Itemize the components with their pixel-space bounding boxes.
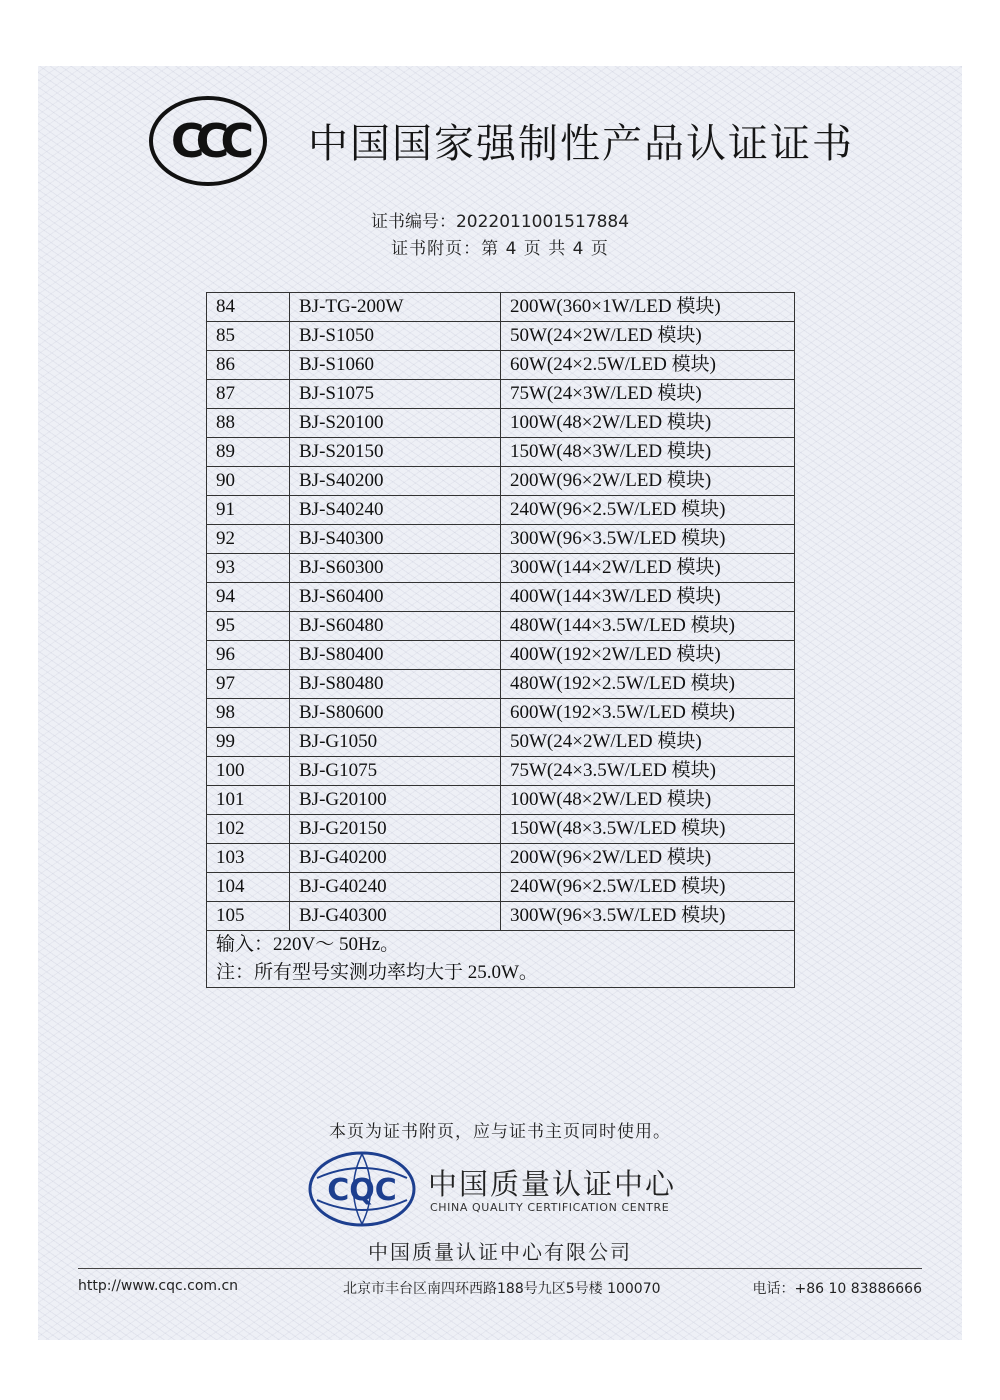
table-row — [207, 641, 795, 670]
table-row — [207, 757, 795, 786]
certificate-number: 证书编号：2022011001517884 — [370, 212, 630, 232]
cqc-name-chinese: 中国质量认证中心 — [428, 1167, 677, 1201]
row-number: 104 — [207, 873, 290, 902]
model-cell: BJ-S80480 — [290, 670, 501, 699]
spec-cell: 240W(96×2.5W/LED 模块) — [501, 873, 795, 902]
table-row — [207, 815, 795, 844]
row-number: 94 — [207, 583, 290, 612]
model-cell: BJ-S20100 — [290, 409, 501, 438]
model-cell: BJ-G1075 — [290, 757, 501, 786]
table-row — [207, 496, 795, 525]
table-row — [207, 699, 795, 728]
model-cell: BJ-G20150 — [290, 815, 501, 844]
spec-cell: 100W(48×2W/LED 模块) — [501, 786, 795, 815]
footer-url[interactable]: http://www.cqc.com.cn — [78, 1278, 239, 1294]
spec-cell: 150W(48×3W/LED 模块) — [501, 438, 795, 467]
model-cell: BJ-S40200 — [290, 467, 501, 496]
row-number: 92 — [207, 525, 290, 554]
row-number: 89 — [207, 438, 290, 467]
cqc-logo — [307, 1150, 417, 1228]
table-row — [207, 670, 795, 699]
model-cell: BJ-S1075 — [290, 380, 501, 409]
table-row — [207, 786, 795, 815]
row-number: 90 — [207, 467, 290, 496]
company-name: 中国质量认证中心有限公司 — [368, 1240, 632, 1264]
model-cell: BJ-G40200 — [290, 844, 501, 873]
model-cell: BJ-S1050 — [290, 322, 501, 351]
table-row — [207, 728, 795, 757]
spec-cell: 200W(96×2W/LED 模块) — [501, 844, 795, 873]
cqc-name-english: CHINA QUALITY CERTIFICATION CENTRE — [430, 1201, 670, 1214]
table-row — [207, 873, 795, 902]
page-usage-note: 本页为证书附页，应与证书主页同时使用。 — [329, 1122, 671, 1142]
footer-divider — [78, 1268, 922, 1269]
table-row — [207, 844, 795, 873]
spec-cell: 75W(24×3.5W/LED 模块) — [501, 757, 795, 786]
spec-cell: 100W(48×2W/LED 模块) — [501, 409, 795, 438]
row-number: 85 — [207, 322, 290, 351]
spec-cell: 75W(24×3W/LED 模块) — [501, 380, 795, 409]
table-row — [207, 583, 795, 612]
certificate-page-info: 证书附页：第 4 页 共 4 页 — [391, 239, 609, 259]
spec-cell: 600W(192×3.5W/LED 模块) — [501, 699, 795, 728]
spec-cell: 150W(48×3.5W/LED 模块) — [501, 815, 795, 844]
spec-cell: 300W(96×3.5W/LED 模块) — [501, 902, 795, 931]
certificate-title: 中国国家强制性产品认证证书 — [308, 121, 854, 167]
spec-cell: 60W(24×2.5W/LED 模块) — [501, 351, 795, 380]
spec-cell: 400W(192×2W/LED 模块) — [501, 641, 795, 670]
row-number: 93 — [207, 554, 290, 583]
model-cell: BJ-TG-200W — [290, 293, 501, 322]
table-row — [207, 380, 795, 409]
spec-cell: 480W(144×3.5W/LED 模块) — [501, 612, 795, 641]
model-cell: BJ-S40240 — [290, 496, 501, 525]
row-number: 100 — [207, 757, 290, 786]
table-row — [207, 902, 795, 931]
spec-cell: 240W(96×2.5W/LED 模块) — [501, 496, 795, 525]
note-cell — [207, 931, 795, 988]
model-cell: BJ-S60480 — [290, 612, 501, 641]
spec-cell: 400W(144×3W/LED 模块) — [501, 583, 795, 612]
table-row — [207, 409, 795, 438]
table-row — [207, 438, 795, 467]
row-number: 87 — [207, 380, 290, 409]
spec-cell: 300W(144×2W/LED 模块) — [501, 554, 795, 583]
model-cell: BJ-S60400 — [290, 583, 501, 612]
row-number: 102 — [207, 815, 290, 844]
table-row — [207, 612, 795, 641]
footer-phone: 电话：+86 10 83886666 — [752, 1281, 922, 1297]
model-cell: BJ-S80600 — [290, 699, 501, 728]
spec-cell: 200W(96×2W/LED 模块) — [501, 467, 795, 496]
remark-note: 注：所有型号实测功率均大于 25.0W。 — [216, 962, 538, 983]
input-note: 输入：220V～ 50Hz。 — [216, 934, 400, 955]
table-row — [207, 322, 795, 351]
model-table — [206, 292, 795, 988]
model-cell: BJ-G20100 — [290, 786, 501, 815]
model-cell: BJ-S1060 — [290, 351, 501, 380]
cqc-logo-text: CQC — [327, 1173, 397, 1208]
spec-cell: 200W(360×1W/LED 模块) — [501, 293, 795, 322]
table-row — [207, 554, 795, 583]
spec-cell: 50W(24×2W/LED 模块) — [501, 322, 795, 351]
ccc-logo — [148, 95, 268, 187]
spec-cell: 480W(192×2.5W/LED 模块) — [501, 670, 795, 699]
model-cell: BJ-S80400 — [290, 641, 501, 670]
row-number: 95 — [207, 612, 290, 641]
table-row — [207, 525, 795, 554]
note-row — [207, 931, 795, 988]
row-number: 103 — [207, 844, 290, 873]
model-cell: BJ-S20150 — [290, 438, 501, 467]
model-cell: BJ-G40300 — [290, 902, 501, 931]
row-number: 91 — [207, 496, 290, 525]
spec-cell: 50W(24×2W/LED 模块) — [501, 728, 795, 757]
table-row — [207, 351, 795, 380]
model-cell: BJ-S40300 — [290, 525, 501, 554]
row-number: 96 — [207, 641, 290, 670]
row-number: 99 — [207, 728, 290, 757]
footer-address: 北京市丰台区南四环西路188号九区5号楼 100070 — [343, 1281, 661, 1297]
model-cell: BJ-G40240 — [290, 873, 501, 902]
row-number: 88 — [207, 409, 290, 438]
model-table-body — [207, 293, 795, 931]
row-number: 84 — [207, 293, 290, 322]
row-number: 86 — [207, 351, 290, 380]
model-cell: BJ-S60300 — [290, 554, 501, 583]
spec-cell: 300W(96×3.5W/LED 模块) — [501, 525, 795, 554]
table-row — [207, 293, 795, 322]
row-number: 97 — [207, 670, 290, 699]
row-number: 98 — [207, 699, 290, 728]
model-cell: BJ-G1050 — [290, 728, 501, 757]
table-row — [207, 467, 795, 496]
row-number: 101 — [207, 786, 290, 815]
ccc-logo-text: CCC — [170, 114, 246, 168]
row-number: 105 — [207, 902, 290, 931]
